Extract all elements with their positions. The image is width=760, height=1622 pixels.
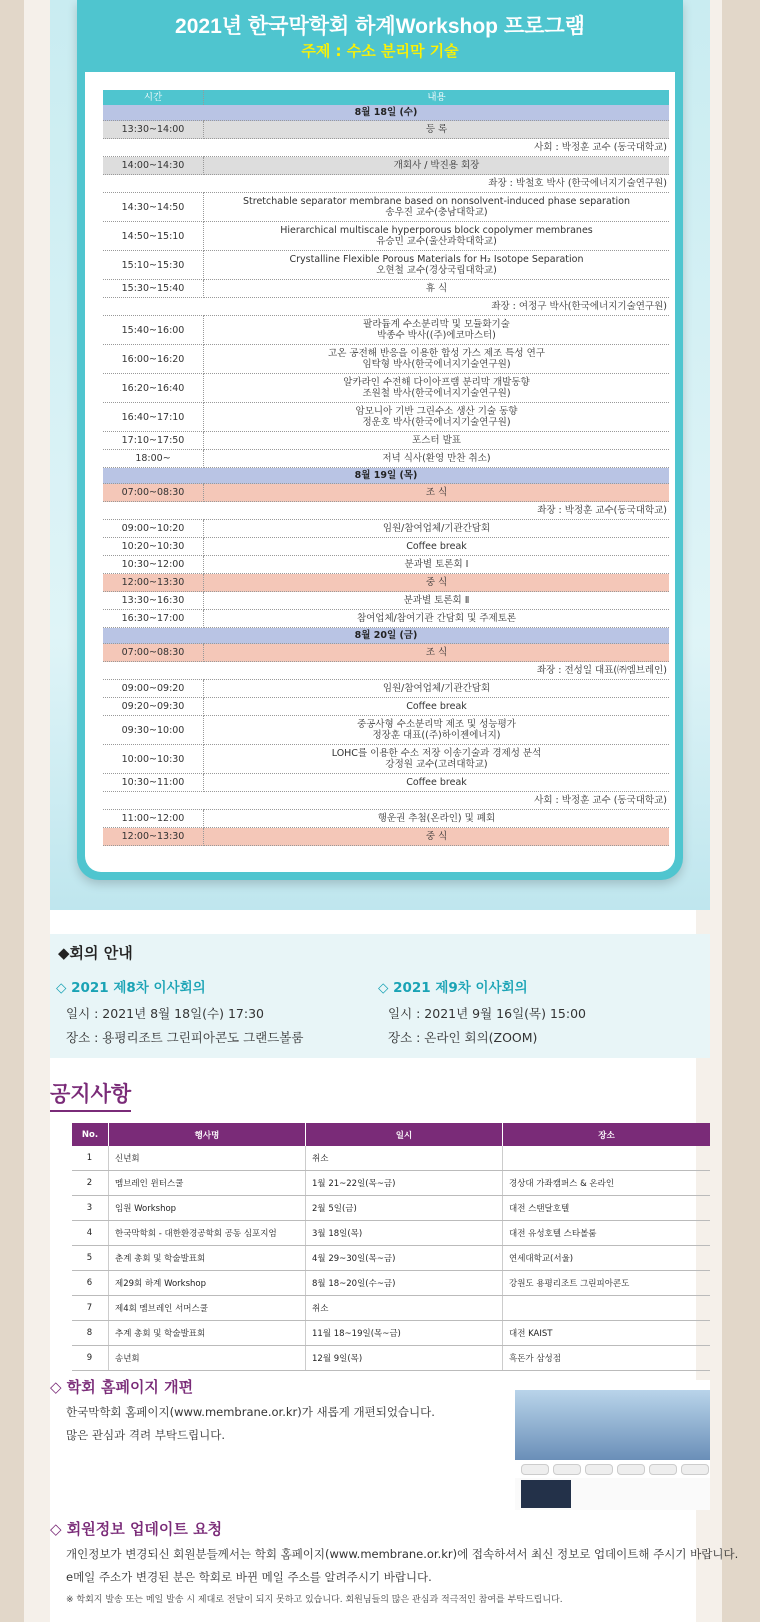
- schedule-row: [103, 610, 669, 628]
- events-cell-name: 추계 총회 및 학술발표회: [109, 1321, 306, 1346]
- schedule-item-title: 중 식: [425, 831, 448, 842]
- schedule-time: 09:00~10:20: [103, 520, 204, 538]
- table-row: [72, 1321, 710, 1346]
- table-row: [72, 1246, 710, 1271]
- events-cell-place: 대전 스탠달호텔: [503, 1196, 711, 1221]
- schedule-time: 15:10~15:30: [103, 251, 204, 280]
- events-cell-name: 멤브레인 윈터스쿨: [109, 1171, 306, 1196]
- schedule-row: [103, 644, 669, 662]
- schedule-item-title: 참여업체/참여기관 간담회 및 주제토론: [356, 613, 517, 624]
- events-cell-no: 3: [72, 1196, 109, 1221]
- schedule-item-title: 알카라인 수전해 다이아프램 분리막 개발동향: [343, 377, 530, 388]
- schedule-item-speaker: 유승민 교수(울산과학대학교): [376, 236, 497, 247]
- schedule-row: [103, 105, 669, 121]
- schedule-row: [103, 193, 669, 222]
- events-cell-date: 취소: [306, 1146, 503, 1171]
- left-margin-strip: [0, 0, 24, 1622]
- events-cell-date: 11월 18~19일(목~금): [306, 1321, 503, 1346]
- schedule-time: 15:40~16:00: [103, 316, 204, 345]
- schedule-content: [204, 828, 670, 846]
- schedule-content: [204, 374, 670, 403]
- schedule-item-speaker: 정운호 박사(한국에너지기술연구원): [362, 417, 511, 428]
- schedule-row: [103, 175, 669, 193]
- schedule-content: [204, 121, 670, 139]
- schedule-item-title: 포스터 발표: [412, 435, 461, 446]
- schedule-item-title: 조 식: [425, 487, 448, 498]
- meeting-9th-date: 일시 : 2021년 9월 16일(목) 15:00: [388, 1006, 586, 1021]
- update-note: ※ 학회지 발송 또는 메일 발송 시 제대로 전달이 되지 못하고 있습니다. 회원님들의 많은 관심과 적극적인 참여를 부탁드립니다.: [66, 1595, 563, 1605]
- schedule-row: [103, 374, 669, 403]
- schedule-row: [103, 810, 669, 828]
- program-table-area: [85, 72, 675, 872]
- schedule-time: 10:20~10:30: [103, 538, 204, 556]
- schedule-day-label: 8월 20일 (금): [103, 628, 669, 644]
- schedule-content: [204, 403, 670, 432]
- schedule-time: 18:00~: [103, 450, 204, 468]
- schedule-item-title: Stretchable separator membrane based on nonsolvent-induced phase separation: [243, 196, 630, 207]
- schedule-item-speaker: 조원철 박사(한국에너지기술연구원): [362, 388, 511, 399]
- schedule-row: [103, 792, 669, 810]
- schedule-day-label: 8월 18일 (수): [103, 105, 669, 121]
- events-cell-place: 강원도 용평리조트 그린피아콘도: [503, 1271, 711, 1296]
- events-cell-name: 임원 Workshop: [109, 1196, 306, 1221]
- schedule-content: [204, 157, 670, 175]
- schedule-item-title: 등 록: [425, 124, 448, 135]
- update-text: [66, 1543, 738, 1589]
- events-cell-name: 춘계 총회 및 학술발표회: [109, 1246, 306, 1271]
- schedule-content: [204, 716, 670, 745]
- events-cell-no: 4: [72, 1221, 109, 1246]
- meeting-9th-place: 장소 : 온라인 회의(ZOOM): [388, 1030, 538, 1045]
- schedule-time: 16:30~17:00: [103, 610, 204, 628]
- schedule-row: [103, 680, 669, 698]
- schedule-content: [204, 592, 670, 610]
- schedule-chair: 사회 : 박정훈 교수 (동국대학교): [103, 792, 669, 810]
- table-row: [72, 1196, 710, 1221]
- events-cell-place: 연세대학교(서울): [503, 1246, 711, 1271]
- schedule-item-title: 분과별 토론회 Ⅱ: [403, 595, 470, 606]
- schedule-row: [103, 403, 669, 432]
- schedule-content: [204, 680, 670, 698]
- schedule-item-title: Coffee break: [406, 777, 467, 788]
- schedule-time: 13:30~14:00: [103, 121, 204, 139]
- schedule-item-title: 중공사형 수소분리막 제조 및 성능평가: [357, 719, 516, 730]
- table-row: [72, 1296, 710, 1321]
- schedule-row: [103, 121, 669, 139]
- notice-title: 공지사항: [50, 1078, 131, 1112]
- schedule-item-title: 중 식: [425, 577, 448, 588]
- update-line-1: 개인정보가 변경되신 회원분들께서는 학회 홈페이지(www.membrane.or.kr)에 접속하셔서 최신 정보로 업데이트해 주시기 바랍니다.: [66, 1547, 739, 1561]
- schedule-content: [204, 810, 670, 828]
- schedule-time: 12:00~13:30: [103, 828, 204, 846]
- schedule-item-title: 임원/참여업체/기관간담회: [382, 523, 491, 534]
- table-row: [72, 1171, 710, 1196]
- schedule-item-speaker: 임탁형 박사(한국에너지기술연구원): [362, 359, 511, 370]
- schedule-chair: 좌장 : 전성일 대표(㈜엠브레인): [103, 662, 669, 680]
- schedule-row: [103, 139, 669, 157]
- schedule-item-title: 휴 식: [425, 283, 448, 294]
- schedule-row: [103, 157, 669, 175]
- schedule-content: [204, 610, 670, 628]
- schedule-row: [103, 345, 669, 374]
- schedule-row: [103, 592, 669, 610]
- schedule-item-title: Hierarchical multiscale hyperporous block copolymer membranes: [280, 225, 593, 236]
- events-cell-date: 2월 5일(금): [306, 1196, 503, 1221]
- events-cell-no: 8: [72, 1321, 109, 1346]
- schedule-content: [204, 774, 670, 792]
- schedule-row: [103, 574, 669, 592]
- schedule-item-title: 개회사 / 박진용 회장: [393, 160, 480, 171]
- schedule-content: [204, 193, 670, 222]
- schedule-content: [204, 432, 670, 450]
- schedule-row: [103, 828, 669, 846]
- events-cell-no: 7: [72, 1296, 109, 1321]
- program-card: [77, 0, 683, 880]
- schedule-row: [103, 662, 669, 680]
- events-cell-place: 대전 유성호텔 스타볼룸: [503, 1221, 711, 1246]
- schedule-item-title: 행운권 추첨(온라인) 및 폐회: [377, 813, 496, 824]
- schedule-content: [204, 316, 670, 345]
- homepage-line-1: 한국막학회 홈페이지(www.membrane.or.kr)가 새롭게 개편되었습니다.: [66, 1405, 435, 1419]
- homepage-heading: ◇ 학회 홈페이지 개편: [50, 1378, 194, 1396]
- homepage-text: [66, 1401, 435, 1447]
- schedule-time: 16:20~16:40: [103, 374, 204, 403]
- events-cell-date: 1월 21~22일(목~금): [306, 1171, 503, 1196]
- events-cell-name: 제4회 멤브레인 서머스쿨: [109, 1296, 306, 1321]
- events-cell-no: 5: [72, 1246, 109, 1271]
- events-cell-date: 12월 9일(목): [306, 1346, 503, 1371]
- events-cell-place: [503, 1296, 711, 1321]
- events-header-no: No.: [72, 1123, 109, 1146]
- schedule-item-title: 임원/참여업체/기관간담회: [382, 683, 491, 694]
- events-cell-date: 8월 18~20일(수~금): [306, 1271, 503, 1296]
- events-table: [72, 1123, 710, 1371]
- workshop-banner: [50, 0, 710, 910]
- meeting-8th-date: 일시 : 2021년 8월 18일(수) 17:30: [66, 1006, 264, 1021]
- right-margin-strip: [722, 0, 760, 1622]
- schedule-row: [103, 484, 669, 502]
- events-cell-no: 9: [72, 1346, 109, 1371]
- schedule-item-title: LOHC를 이용한 수소 저장 이송기술과 경제성 분석: [331, 748, 542, 759]
- events-cell-name: 제29회 하계 Workshop: [109, 1271, 306, 1296]
- schedule-time: 15:30~15:40: [103, 280, 204, 298]
- schedule-content: [204, 556, 670, 574]
- schedule-row: [103, 716, 669, 745]
- meeting-9th: [378, 976, 698, 1046]
- meeting-info-box: [50, 934, 710, 1058]
- schedule-row: [103, 538, 669, 556]
- schedule-time: 12:00~13:30: [103, 574, 204, 592]
- schedule-item-title: 고온 공전해 반응을 이용한 합성 가스 제조 특성 연구: [328, 348, 545, 359]
- schedule-time: 14:00~14:30: [103, 157, 204, 175]
- schedule-item-speaker: 오현철 교수(경상국립대학교): [376, 265, 497, 276]
- schedule-content: [204, 538, 670, 556]
- events-cell-place: 흑돈가 삼성점: [503, 1346, 711, 1371]
- table-row: [72, 1271, 710, 1296]
- events-cell-no: 6: [72, 1271, 109, 1296]
- schedule-row: [103, 698, 669, 716]
- schedule-content: [204, 450, 670, 468]
- schedule-item-speaker: 박종수 박사((주)에코마스터): [377, 330, 496, 341]
- schedule-item-title: Coffee break: [406, 701, 467, 712]
- schedule-time: 09:20~09:30: [103, 698, 204, 716]
- schedule-time: 07:00~08:30: [103, 644, 204, 662]
- schedule-content: [204, 745, 670, 774]
- homepage-screenshot-image: [515, 1380, 710, 1510]
- schedule-time: 10:30~11:00: [103, 774, 204, 792]
- update-heading: ◇ 회원정보 업데이트 요청: [50, 1520, 223, 1538]
- schedule-content: [204, 251, 670, 280]
- schedule-row: [103, 316, 669, 345]
- events-cell-name: 송년회: [109, 1346, 306, 1371]
- events-cell-date: 취소: [306, 1296, 503, 1321]
- schedule-item-title: 암모니아 기반 그린수소 생산 기술 동향: [355, 406, 518, 417]
- update-line-2: e메일 주소가 변경된 분은 학회로 바뀐 메일 주소를 알려주시기 바랍니다.: [66, 1570, 432, 1584]
- schedule-row: [103, 774, 669, 792]
- schedule-day-label: 8월 19일 (목): [103, 468, 669, 484]
- events-cell-no: 1: [72, 1146, 109, 1171]
- schedule-time: 10:00~10:30: [103, 745, 204, 774]
- schedule-row: [103, 222, 669, 251]
- schedule-row: [103, 745, 669, 774]
- meeting-8th-place: 장소 : 용평리조트 그린피아콘도 그랜드볼룸: [66, 1030, 304, 1045]
- schedule-time: 09:00~09:20: [103, 680, 204, 698]
- schedule-header-time: 시간: [103, 90, 204, 105]
- events-header-place: 장소: [503, 1123, 711, 1146]
- schedule-chair: 좌장 : 박철호 박사 (한국에너지기술연구원): [103, 175, 669, 193]
- schedule-content: [204, 698, 670, 716]
- schedule-item-speaker: 송우진 교수(충남대학교): [385, 207, 488, 218]
- schedule-content: [204, 574, 670, 592]
- homepage-line-2: 많은 관심과 격려 부탁드립니다.: [66, 1428, 226, 1442]
- schedule-item-title: 팔라듐계 수소분리막 및 모듈화기술: [363, 319, 510, 330]
- schedule-item-speaker: 정장훈 대표((주)하이젠에너지): [372, 730, 501, 741]
- schedule-row: [103, 298, 669, 316]
- schedule-time: 09:30~10:00: [103, 716, 204, 745]
- events-header-row: [72, 1123, 710, 1146]
- schedule-time: 16:40~17:10: [103, 403, 204, 432]
- schedule-item-title: 저녁 식사(환영 만찬 취소): [382, 453, 491, 464]
- table-row: [72, 1346, 710, 1371]
- schedule-time: 14:50~15:10: [103, 222, 204, 251]
- meeting-8th-title: ◇ 2021 제8차 이사회의: [56, 980, 206, 996]
- table-row: [72, 1221, 710, 1246]
- schedule-time: 13:30~16:30: [103, 592, 204, 610]
- events-cell-name: 신년회: [109, 1146, 306, 1171]
- schedule-row: [103, 628, 669, 644]
- schedule-row: [103, 432, 669, 450]
- schedule-content: [204, 222, 670, 251]
- schedule-row: [103, 280, 669, 298]
- table-row: [72, 1146, 710, 1171]
- schedule-header-content: 내용: [204, 90, 670, 105]
- schedule-row: [103, 520, 669, 538]
- events-cell-place: [503, 1146, 711, 1171]
- schedule-time: 07:00~08:30: [103, 484, 204, 502]
- schedule-content: [204, 644, 670, 662]
- events-cell-name: 한국막학회 - 대한환경공학회 공동 심포지엄: [109, 1221, 306, 1246]
- schedule-time: 10:30~12:00: [103, 556, 204, 574]
- program-subtitle: 주제 : 수소 분리막 기술: [301, 42, 459, 60]
- events-header-date: 일시: [306, 1123, 503, 1146]
- schedule-row: [103, 251, 669, 280]
- meeting-9th-title: ◇ 2021 제9차 이사회의: [378, 980, 528, 996]
- schedule-time: 16:00~16:20: [103, 345, 204, 374]
- schedule-content: [204, 484, 670, 502]
- schedule-chair: 좌장 : 박정훈 교수(동국대학교): [103, 502, 669, 520]
- schedule-row: [103, 556, 669, 574]
- schedule-item-speaker: 강정원 교수(고려대학교): [385, 759, 488, 770]
- schedule-time: 17:10~17:50: [103, 432, 204, 450]
- schedule-row: [103, 468, 669, 484]
- schedule-item-title: 조 식: [425, 647, 448, 658]
- program-schedule-table: [103, 90, 669, 846]
- schedule-content: [204, 280, 670, 298]
- events-cell-no: 2: [72, 1171, 109, 1196]
- schedule-header-row: [103, 90, 669, 105]
- events-cell-date: 3월 18일(목): [306, 1221, 503, 1246]
- events-cell-place: 대전 KAIST: [503, 1321, 711, 1346]
- schedule-content: [204, 520, 670, 538]
- schedule-row: [103, 502, 669, 520]
- schedule-chair: 좌장 : 여정구 박사(한국에너지기술연구원): [103, 298, 669, 316]
- schedule-row: [103, 450, 669, 468]
- meeting-8th: [56, 976, 376, 1046]
- schedule-item-title: Coffee break: [406, 541, 467, 552]
- events-cell-date: 4월 29~30일(목~금): [306, 1246, 503, 1271]
- program-title: 2021년 한국막학회 하계Workshop 프로그램: [175, 15, 585, 38]
- schedule-item-title: 분과별 토론회 Ⅰ: [404, 559, 469, 570]
- events-cell-place: 경상대 가좌캠퍼스 & 온라인: [503, 1171, 711, 1196]
- schedule-time: 14:30~14:50: [103, 193, 204, 222]
- events-header-name: 행사명: [109, 1123, 306, 1146]
- schedule-chair: 사회 : 박정훈 교수 (동국대학교): [103, 139, 669, 157]
- meeting-heading: ◆회의 안내: [58, 944, 133, 962]
- left-margin-inner: [24, 0, 50, 1622]
- schedule-item-title: Crystalline Flexible Porous Materials for H₂ Isotope Separation: [289, 254, 584, 265]
- schedule-content: [204, 345, 670, 374]
- schedule-time: 11:00~12:00: [103, 810, 204, 828]
